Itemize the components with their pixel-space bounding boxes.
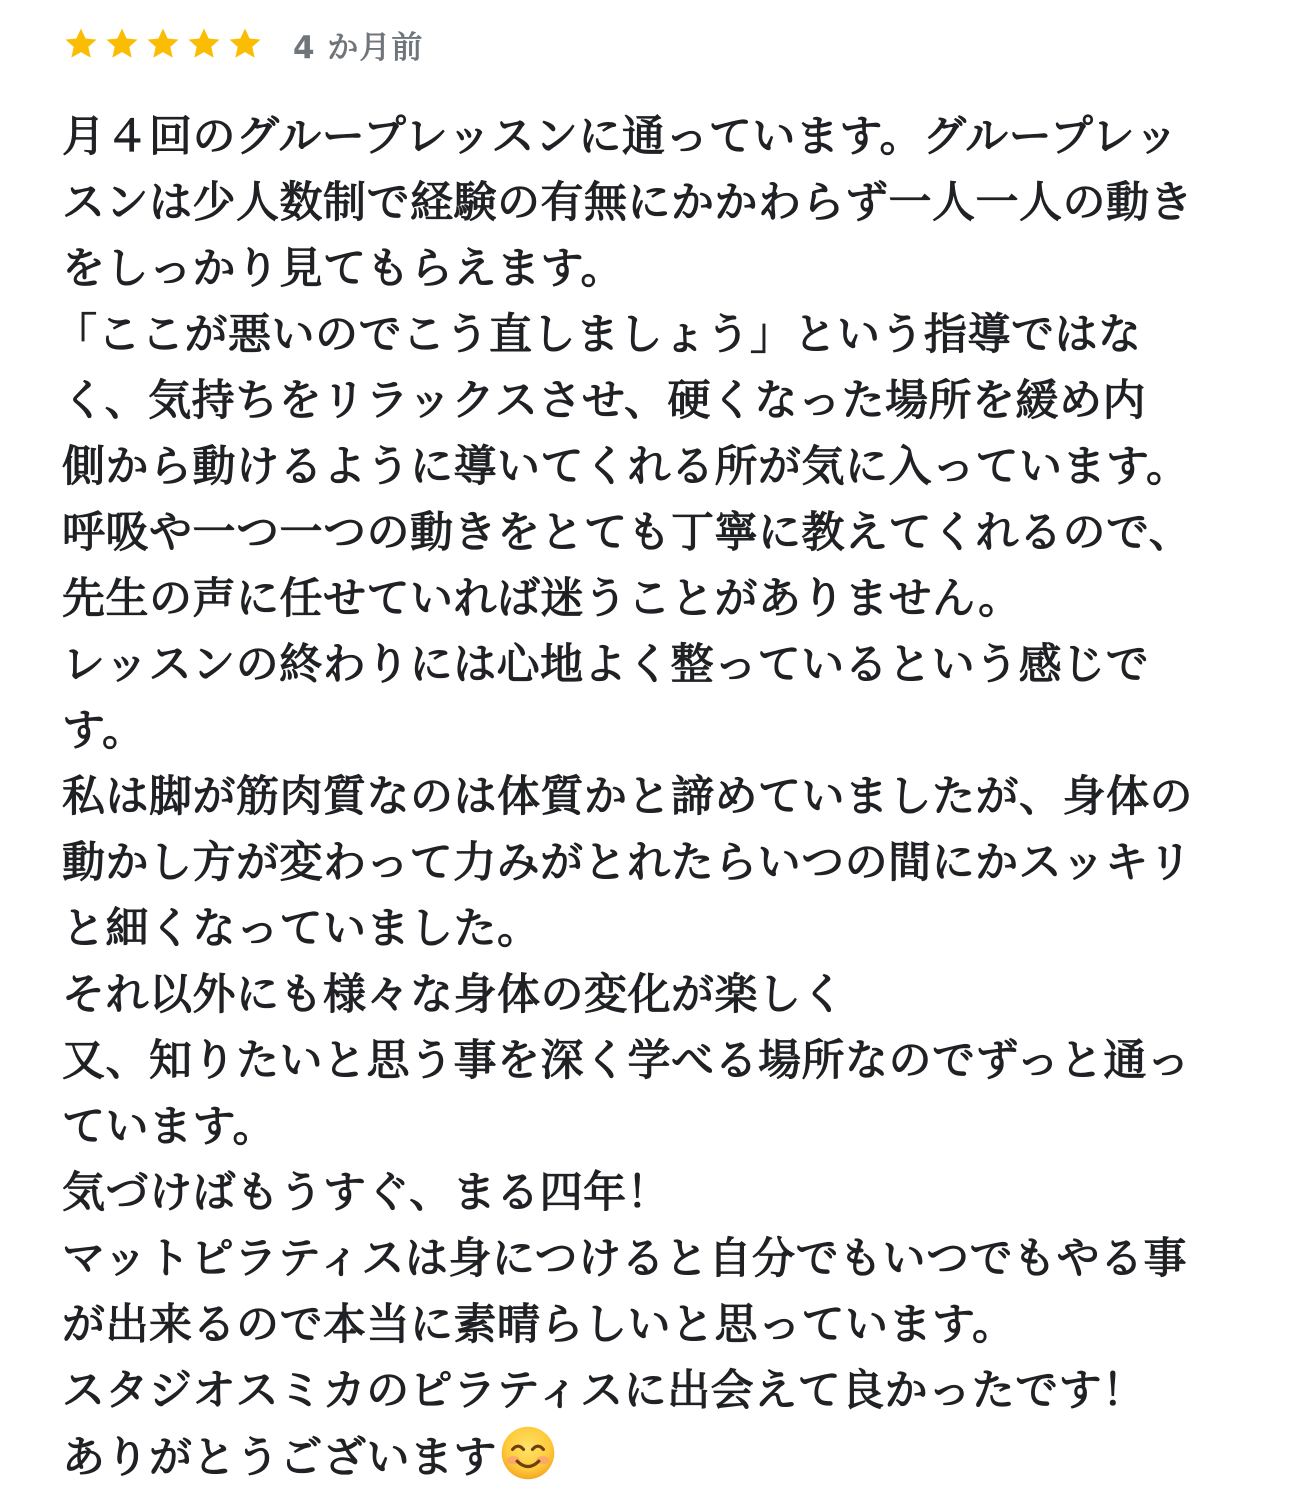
star-icon — [144, 25, 182, 63]
review-text-line: と細くなっていました。 — [62, 904, 541, 954]
review-text-line: レッスンの終わりには心地よく整っているという感じで — [62, 640, 1150, 690]
review-time-ago: 4 か月前 — [293, 29, 424, 66]
review-text-line: をしっかり見てもらえます。 — [62, 244, 625, 294]
review-text-line: 私は脚が筋肉質なのは体質かと諦めていましたが、身体の — [62, 772, 1193, 822]
review-text-line: 先生の声に任せていれば迷うことがありません。 — [62, 574, 1022, 624]
review-text-line: 「ここが悪いのでこう直しましょう」という指導ではな — [54, 310, 1142, 360]
review-text-line: ありがとうございます — [62, 1433, 497, 1483]
review-text-line: ています。 — [62, 1102, 277, 1152]
star-icon — [62, 25, 100, 63]
review-header — [62, 18, 1242, 70]
star-rating — [62, 25, 267, 63]
review-text-line: スタジオスミカのピラティスに出会えて良かったです！ — [62, 1366, 1146, 1416]
review-text-line: 気づけばもうすぐ、まる四年！ — [62, 1168, 671, 1218]
review-text-line: す。 — [62, 706, 146, 756]
review-text-line: 呼吸や一つ一つの動きをとても丁寧に教えてくれるので、 — [62, 508, 1193, 558]
review-text-line: く、気持ちをリラックスさせ、硬くなった場所を緩め内 — [62, 376, 1147, 426]
star-icon — [226, 25, 264, 63]
review-text — [54, 104, 1242, 1490]
review-text-line: スンは少人数制で経験の有無にかかわらず一人一人の動き — [62, 178, 1193, 228]
review-text-line: 月４回のグループレッスンに通っています。グループレッ — [62, 112, 1179, 162]
review-text-line: 側から動けるように導いてくれる所が気に入っています。 — [62, 442, 1190, 492]
review-text-line: 又、知りたいと思う事を深く学べる場所なのでずっと通っ — [62, 1036, 1191, 1086]
review-text-line: それ以外にも様々な身体の変化が楽しく — [62, 970, 845, 1020]
review-text-line: が出来るので本当に素晴らしいと思っています。 — [62, 1300, 1016, 1350]
star-icon — [185, 25, 223, 63]
review-text-line: 動かし方が変わって力みがとれたらいつの間にかスッキリ — [62, 838, 1193, 888]
review-card — [54, 18, 1242, 1490]
star-icon — [103, 25, 141, 63]
review-text-last-line — [62, 1424, 1242, 1490]
review-text-line: マットピラティスは身につけると自分でもいつでもやる事 — [62, 1234, 1187, 1284]
smiling-face-icon — [499, 1424, 557, 1482]
